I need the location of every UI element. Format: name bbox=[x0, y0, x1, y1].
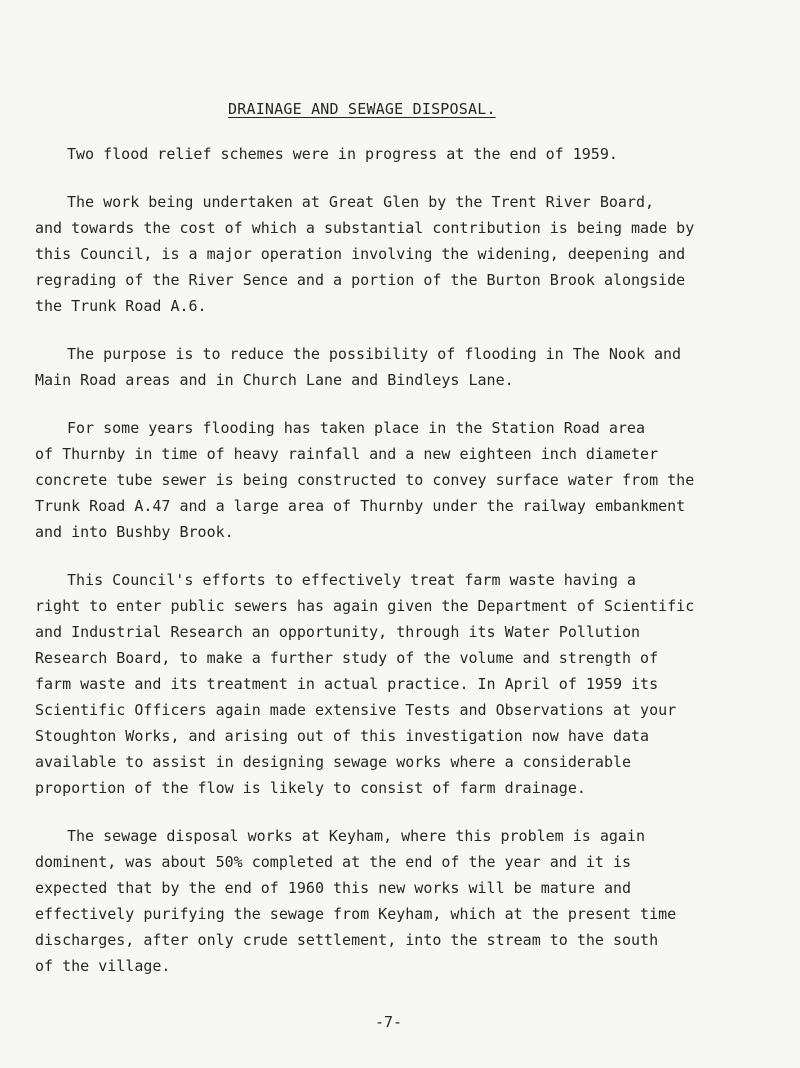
text-line: expected that by the end of 1960 this new works will be mature and bbox=[35, 879, 632, 897]
text-line: concrete tube sewer is being constructed to convey surface water from the bbox=[35, 471, 695, 489]
text-line: this Council, is a major operation involving the widening, deepening and bbox=[35, 245, 686, 263]
text-line: Main Road areas and in Church Lane and Bindleys Lane. bbox=[35, 371, 514, 389]
text-line: effectively purifying the sewage from Keyham, which at the present time bbox=[35, 905, 677, 923]
text-line: Scientific Officers again made extensive Tests and Observations at your bbox=[35, 701, 677, 719]
text-line: For some years flooding has taken place in the Station Road area bbox=[67, 419, 645, 437]
text-line: The sewage disposal works at Keyham, where this problem is again bbox=[67, 827, 645, 845]
page-number: -7- bbox=[375, 1013, 403, 1031]
text-line: regrading of the River Sence and a portion of the Burton Brook alongside bbox=[35, 271, 686, 289]
text-line: discharges, after only crude settlement, into the stream to the south bbox=[35, 931, 659, 949]
paragraph-great-glen bbox=[35, 189, 775, 319]
paragraph-thurnby bbox=[35, 415, 775, 545]
text-line: and towards the cost of which a substantial contribution is being made by bbox=[35, 219, 695, 237]
text-line: dominent, was about 50% completed at the end of the year and it is bbox=[35, 853, 632, 871]
text-line: of the village. bbox=[35, 957, 171, 975]
text-line: available to assist in designing sewage works where a considerable bbox=[35, 753, 632, 771]
text-line: Two flood relief schemes were in progress at the end of 1959. bbox=[67, 145, 618, 163]
paragraph-farm-waste bbox=[35, 567, 775, 801]
text-line: farm waste and its treatment in actual practice. In April of 1959 its bbox=[35, 675, 659, 693]
text-line: Stoughton Works, and arising out of this investigation now have data bbox=[35, 727, 650, 745]
text-line: The purpose is to reduce the possibility of flooding in The Nook and bbox=[67, 345, 682, 363]
text-line: proportion of the flow is likely to consist of farm drainage. bbox=[35, 779, 586, 797]
text-line: This Council's efforts to effectively treat farm waste having a bbox=[67, 571, 636, 589]
text-line: right to enter public sewers has again given the Department of Scientific bbox=[35, 597, 695, 615]
paragraph-flood-relief bbox=[35, 141, 775, 167]
text-line: Research Board, to make a further study of the volume and strength of bbox=[35, 649, 659, 667]
text-line: of Thurnby in time of heavy rainfall and a new eighteen inch diameter bbox=[35, 445, 659, 463]
body-text bbox=[35, 141, 775, 1001]
paragraph-purpose bbox=[35, 341, 775, 393]
text-line: and into Bushby Brook. bbox=[35, 523, 234, 541]
text-line: the Trunk Road A.6. bbox=[35, 297, 207, 315]
section-heading: DRAINAGE AND SEWAGE DISPOSAL. bbox=[228, 100, 496, 118]
text-line: and Industrial Research an opportunity, through its Water Pollution bbox=[35, 623, 641, 641]
paragraph-keyham bbox=[35, 823, 775, 979]
text-line: Trunk Road A.47 and a large area of Thurnby under the railway embankment bbox=[35, 497, 686, 515]
text-line: The work being undertaken at Great Glen by the Trent River Board, bbox=[67, 193, 654, 211]
